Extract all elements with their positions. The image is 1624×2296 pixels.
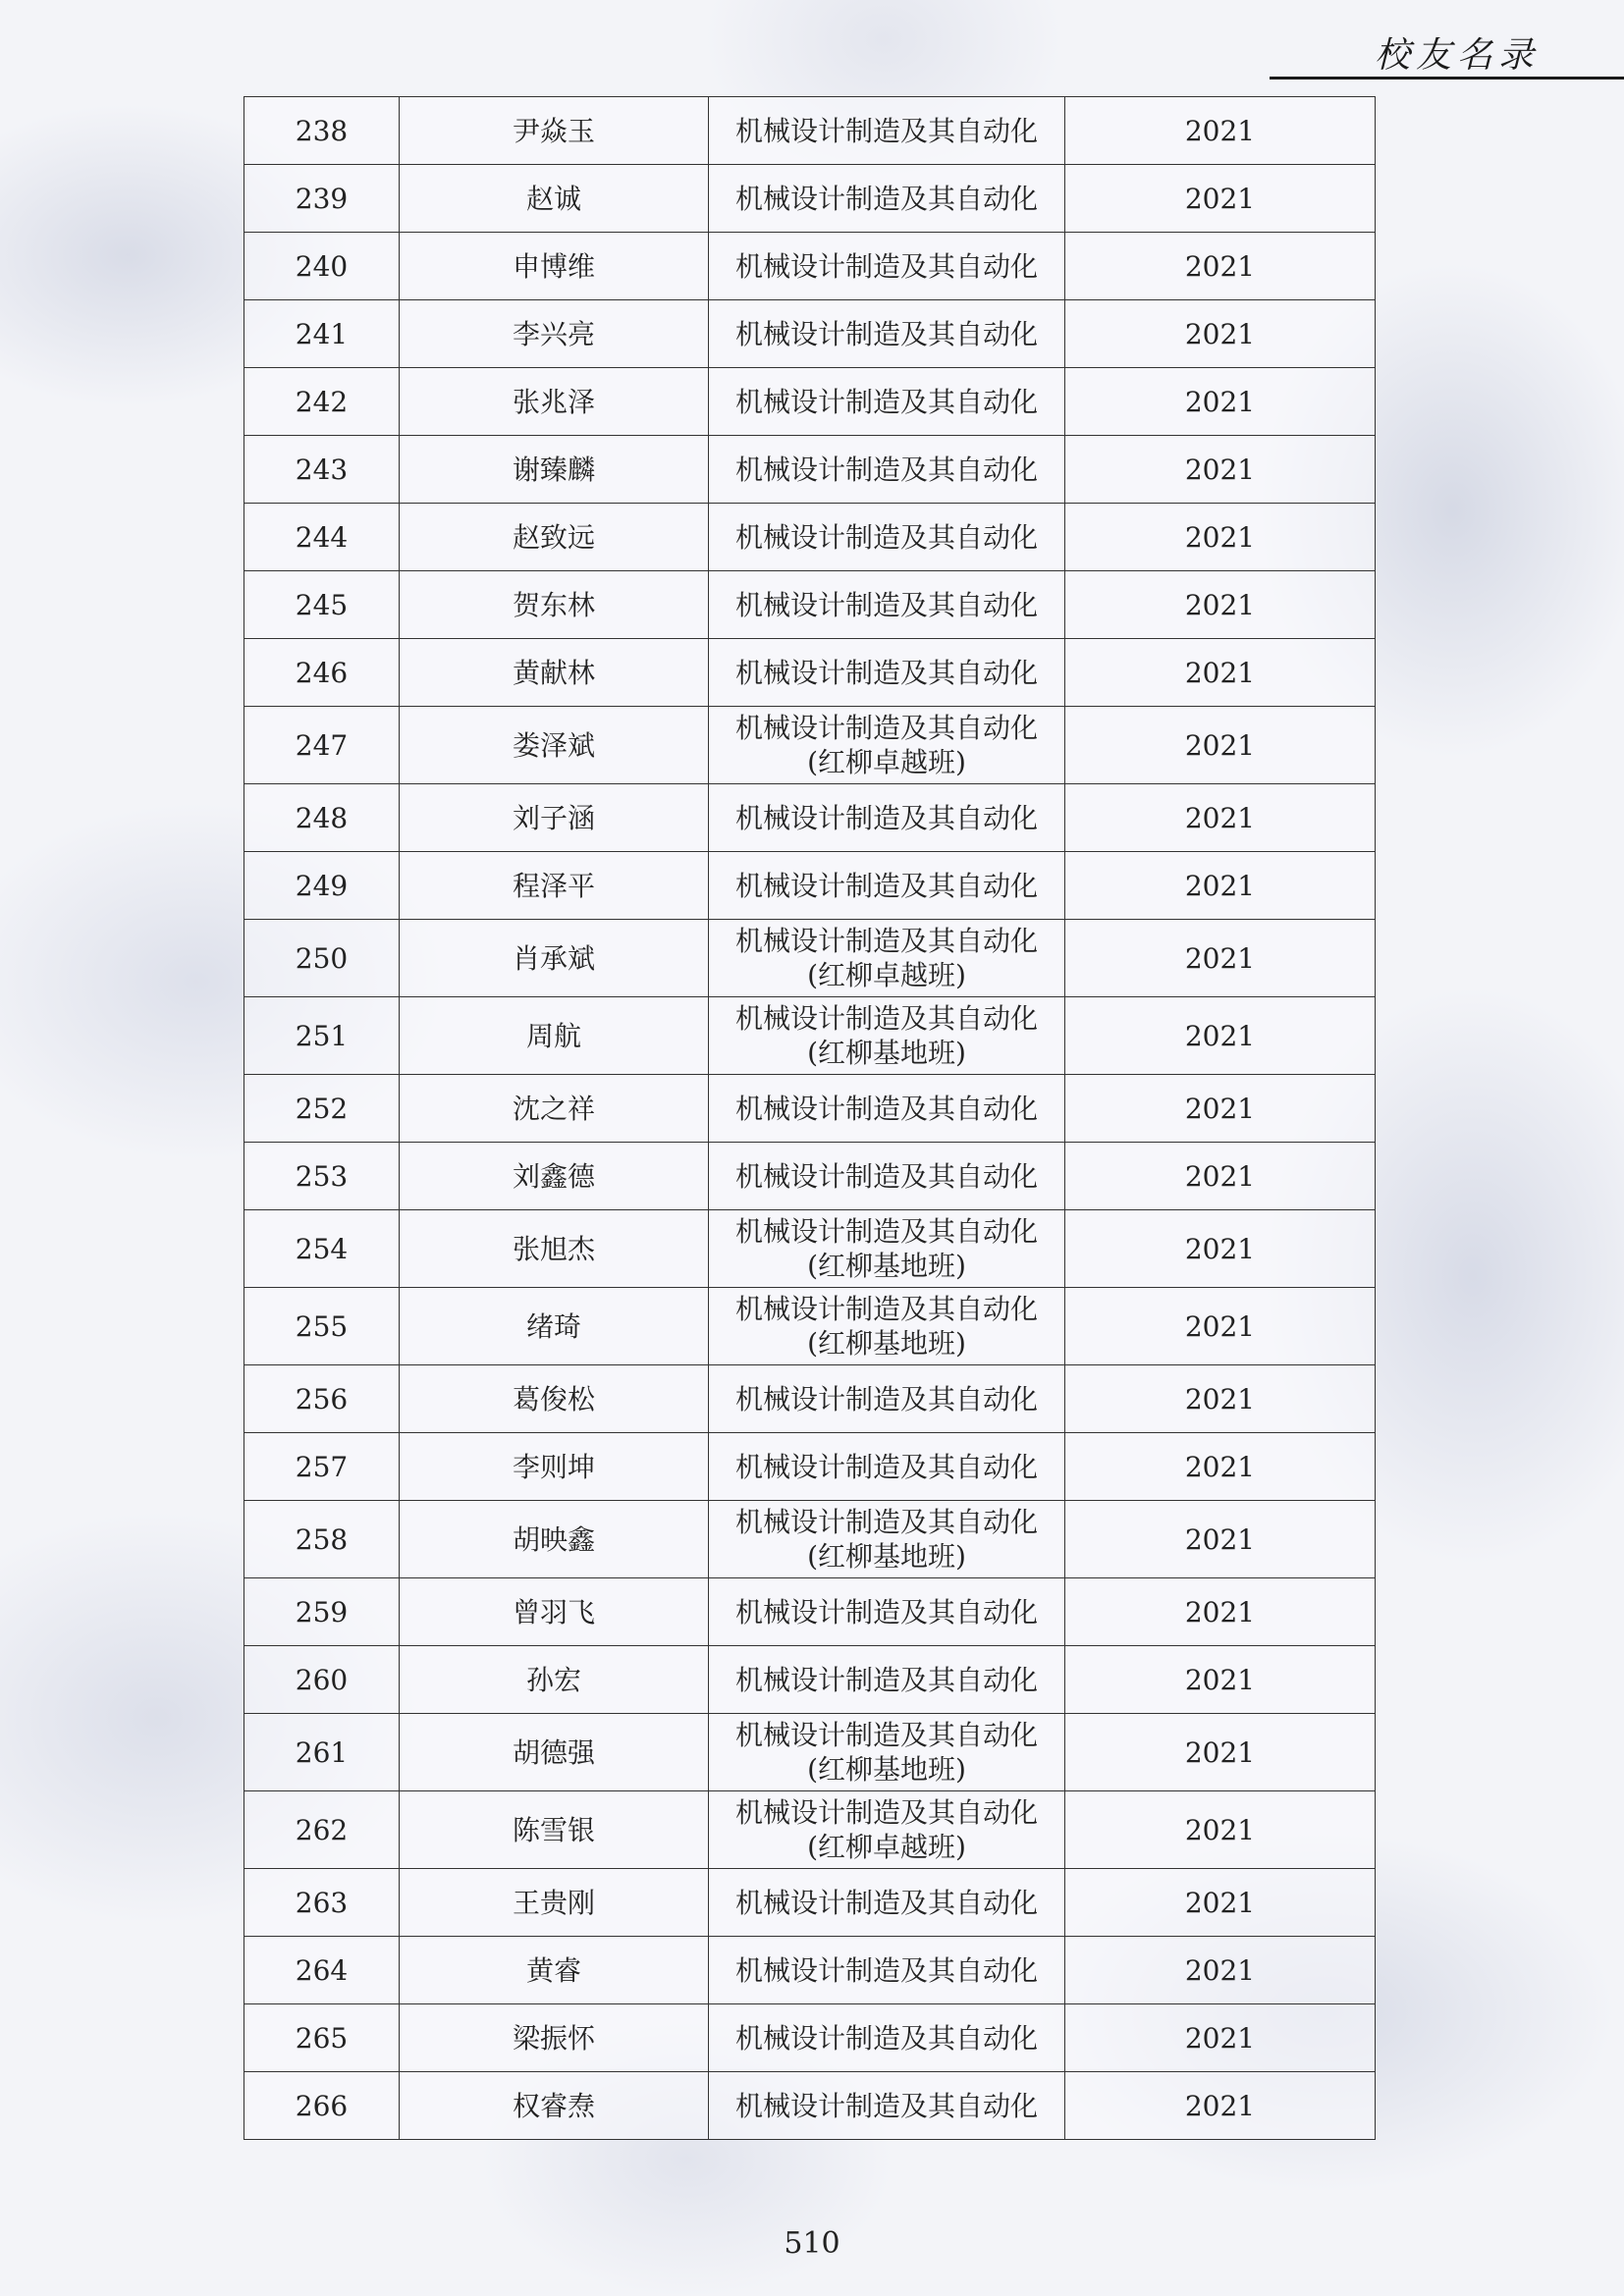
- graduation-year: 2021: [1065, 920, 1376, 997]
- graduation-year: 2021: [1065, 2072, 1376, 2140]
- alumni-name: 曾羽飞: [400, 1578, 709, 1646]
- alumni-name: 赵诚: [400, 165, 709, 233]
- major-name: 机械设计制造及其自动化: [734, 801, 1038, 834]
- table-row: [244, 1646, 1376, 1714]
- graduation-year: 2021: [1065, 2004, 1376, 2072]
- major-cell: [709, 436, 1065, 504]
- major-name: 机械设计制造及其自动化: [734, 1663, 1038, 1696]
- major-name: 机械设计制造及其自动化: [734, 520, 1038, 554]
- alumni-name: 程泽平: [400, 852, 709, 920]
- class-note: (红柳基地班): [807, 1540, 966, 1573]
- table-row: [244, 2004, 1376, 2072]
- row-index: 252: [244, 1075, 400, 1143]
- alumni-name: 王贵刚: [400, 1869, 709, 1937]
- major-cell: [709, 1714, 1065, 1791]
- major-cell: [709, 920, 1065, 997]
- major-cell: [709, 997, 1065, 1075]
- row-index: 261: [244, 1714, 400, 1791]
- class-note: (红柳基地班): [807, 1753, 966, 1786]
- header-rule: [1270, 77, 1624, 80]
- graduation-year: 2021: [1065, 436, 1376, 504]
- major-name: 机械设计制造及其自动化: [734, 1796, 1038, 1829]
- major-name: 机械设计制造及其自动化: [734, 114, 1038, 147]
- row-index: 263: [244, 1869, 400, 1937]
- row-index: 256: [244, 1365, 400, 1433]
- major-name: 机械设计制造及其自动化: [734, 1506, 1038, 1538]
- major-name: 机械设计制造及其自动化: [734, 656, 1038, 689]
- graduation-year: 2021: [1065, 997, 1376, 1075]
- table-row: [244, 97, 1376, 165]
- major-name: 机械设计制造及其自动化: [734, 2021, 1038, 2055]
- graduation-year: 2021: [1065, 233, 1376, 300]
- graduation-year: 2021: [1065, 1433, 1376, 1501]
- major-name: 机械设计制造及其自动化: [734, 182, 1038, 215]
- major-cell: [709, 1869, 1065, 1937]
- alumni-name: 绪琦: [400, 1288, 709, 1365]
- row-index: 257: [244, 1433, 400, 1501]
- major-name: 机械设计制造及其自动化: [734, 1159, 1038, 1193]
- major-cell: [709, 1578, 1065, 1646]
- graduation-year: 2021: [1065, 368, 1376, 436]
- alumni-name: 娄泽斌: [400, 707, 709, 784]
- alumni-name: 赵致远: [400, 504, 709, 571]
- row-index: 243: [244, 436, 400, 504]
- table-row: [244, 1937, 1376, 2004]
- graduation-year: 2021: [1065, 852, 1376, 920]
- major-cell: [709, 165, 1065, 233]
- major-cell: [709, 1075, 1065, 1143]
- table-row: [244, 784, 1376, 852]
- row-index: 247: [244, 707, 400, 784]
- major-name: 机械设计制造及其自动化: [734, 1382, 1038, 1415]
- graduation-year: 2021: [1065, 1143, 1376, 1210]
- graduation-year: 2021: [1065, 300, 1376, 368]
- alumni-name: 权睿焘: [400, 2072, 709, 2140]
- major-cell: [709, 1433, 1065, 1501]
- row-index: 245: [244, 571, 400, 639]
- table-row: [244, 1075, 1376, 1143]
- table-row: [244, 300, 1376, 368]
- row-index: 260: [244, 1646, 400, 1714]
- major-name: 机械设计制造及其自动化: [734, 925, 1038, 957]
- major-name: 机械设计制造及其自动化: [734, 317, 1038, 350]
- major-name: 机械设计制造及其自动化: [734, 249, 1038, 283]
- alumni-name: 葛俊松: [400, 1365, 709, 1433]
- alumni-name: 李兴亮: [400, 300, 709, 368]
- major-cell: [709, 1143, 1065, 1210]
- table-row: [244, 368, 1376, 436]
- major-cell: [709, 1646, 1065, 1714]
- major-name: 机械设计制造及其自动化: [734, 453, 1038, 486]
- major-cell: [709, 233, 1065, 300]
- table-row: [244, 2072, 1376, 2140]
- alumni-table-body: [244, 97, 1376, 2140]
- table-row: [244, 1578, 1376, 1646]
- alumni-name: 张兆泽: [400, 368, 709, 436]
- table-row: [244, 1791, 1376, 1869]
- table-row: [244, 920, 1376, 997]
- graduation-year: 2021: [1065, 1288, 1376, 1365]
- row-index: 250: [244, 920, 400, 997]
- major-name: 机械设计制造及其自动化: [734, 385, 1038, 418]
- alumni-name: 刘子涵: [400, 784, 709, 852]
- alumni-name: 尹焱玉: [400, 97, 709, 165]
- major-cell: [709, 1210, 1065, 1288]
- alumni-name: 刘鑫德: [400, 1143, 709, 1210]
- row-index: 259: [244, 1578, 400, 1646]
- alumni-table: [244, 96, 1376, 2140]
- alumni-name: 贺东林: [400, 571, 709, 639]
- major-cell: [709, 2004, 1065, 2072]
- major-cell: [709, 784, 1065, 852]
- major-cell: [709, 639, 1065, 707]
- alumni-name: 黄睿: [400, 1937, 709, 2004]
- row-index: 248: [244, 784, 400, 852]
- alumni-name: 张旭杰: [400, 1210, 709, 1288]
- major-name: 机械设计制造及其自动化: [734, 1595, 1038, 1629]
- graduation-year: 2021: [1065, 97, 1376, 165]
- major-name: 机械设计制造及其自动化: [734, 1002, 1038, 1035]
- alumni-name: 胡映鑫: [400, 1501, 709, 1578]
- table-row: [244, 1210, 1376, 1288]
- table-row: [244, 1288, 1376, 1365]
- major-cell: [709, 571, 1065, 639]
- major-name: 机械设计制造及其自动化: [734, 588, 1038, 621]
- page-number: 510: [784, 2226, 840, 2261]
- row-index: 251: [244, 997, 400, 1075]
- graduation-year: 2021: [1065, 639, 1376, 707]
- alumni-name: 陈雪银: [400, 1791, 709, 1869]
- row-index: 255: [244, 1288, 400, 1365]
- graduation-year: 2021: [1065, 1646, 1376, 1714]
- major-cell: [709, 97, 1065, 165]
- alumni-name: 申博维: [400, 233, 709, 300]
- table-row: [244, 1433, 1376, 1501]
- row-index: 258: [244, 1501, 400, 1578]
- major-cell: [709, 2072, 1065, 2140]
- graduation-year: 2021: [1065, 1869, 1376, 1937]
- graduation-year: 2021: [1065, 1501, 1376, 1578]
- class-note: (红柳基地班): [807, 1250, 966, 1282]
- row-index: 242: [244, 368, 400, 436]
- major-cell: [709, 1288, 1065, 1365]
- major-name: 机械设计制造及其自动化: [734, 712, 1038, 744]
- graduation-year: 2021: [1065, 1075, 1376, 1143]
- major-name: 机械设计制造及其自动化: [734, 1092, 1038, 1125]
- class-note: (红柳卓越班): [807, 1831, 966, 1863]
- table-row: [244, 436, 1376, 504]
- table-row: [244, 639, 1376, 707]
- row-index: 240: [244, 233, 400, 300]
- graduation-year: 2021: [1065, 1365, 1376, 1433]
- graduation-year: 2021: [1065, 784, 1376, 852]
- alumni-name: 谢臻麟: [400, 436, 709, 504]
- row-index: 238: [244, 97, 400, 165]
- table-row: [244, 997, 1376, 1075]
- major-name: 机械设计制造及其自动化: [734, 1215, 1038, 1248]
- major-cell: [709, 852, 1065, 920]
- row-index: 239: [244, 165, 400, 233]
- major-cell: [709, 1365, 1065, 1433]
- major-cell: [709, 1937, 1065, 2004]
- row-index: 253: [244, 1143, 400, 1210]
- row-index: 264: [244, 1937, 400, 2004]
- graduation-year: 2021: [1065, 504, 1376, 571]
- alumni-name: 沈之祥: [400, 1075, 709, 1143]
- row-index: 244: [244, 504, 400, 571]
- table-row: [244, 1869, 1376, 1937]
- row-index: 262: [244, 1791, 400, 1869]
- table-row: [244, 165, 1376, 233]
- graduation-year: 2021: [1065, 1937, 1376, 2004]
- major-cell: [709, 300, 1065, 368]
- row-index: 249: [244, 852, 400, 920]
- major-name: 机械设计制造及其自动化: [734, 1953, 1038, 1987]
- table-row: [244, 707, 1376, 784]
- alumni-name: 周航: [400, 997, 709, 1075]
- alumni-name: 胡德强: [400, 1714, 709, 1791]
- major-cell: [709, 1501, 1065, 1578]
- row-index: 265: [244, 2004, 400, 2072]
- class-note: (红柳基地班): [807, 1037, 966, 1069]
- table-row: [244, 852, 1376, 920]
- major-name: 机械设计制造及其自动化: [734, 1719, 1038, 1751]
- table-row: [244, 504, 1376, 571]
- row-index: 266: [244, 2072, 400, 2140]
- alumni-name: 李则坤: [400, 1433, 709, 1501]
- row-index: 254: [244, 1210, 400, 1288]
- row-index: 246: [244, 639, 400, 707]
- major-name: 机械设计制造及其自动化: [734, 1886, 1038, 1919]
- graduation-year: 2021: [1065, 1791, 1376, 1869]
- alumni-name: 肖承斌: [400, 920, 709, 997]
- major-cell: [709, 707, 1065, 784]
- class-note: (红柳卓越班): [807, 746, 966, 778]
- class-note: (红柳基地班): [807, 1327, 966, 1360]
- alumni-name: 黄献林: [400, 639, 709, 707]
- major-name: 机械设计制造及其自动化: [734, 1450, 1038, 1483]
- graduation-year: 2021: [1065, 165, 1376, 233]
- major-name: 机械设计制造及其自动化: [734, 869, 1038, 902]
- table-row: [244, 1143, 1376, 1210]
- table-row: [244, 233, 1376, 300]
- table-row: [244, 571, 1376, 639]
- header-title: 校友名录: [1375, 35, 1541, 76]
- table-row: [244, 1501, 1376, 1578]
- table-row: [244, 1365, 1376, 1433]
- major-cell: [709, 368, 1065, 436]
- major-cell: [709, 504, 1065, 571]
- graduation-year: 2021: [1065, 1578, 1376, 1646]
- table-row: [244, 1714, 1376, 1791]
- major-name: 机械设计制造及其自动化: [734, 1293, 1038, 1325]
- graduation-year: 2021: [1065, 1714, 1376, 1791]
- alumni-name: 梁振怀: [400, 2004, 709, 2072]
- major-name: 机械设计制造及其自动化: [734, 2089, 1038, 2122]
- class-note: (红柳卓越班): [807, 959, 966, 991]
- row-index: 241: [244, 300, 400, 368]
- graduation-year: 2021: [1065, 571, 1376, 639]
- major-cell: [709, 1791, 1065, 1869]
- graduation-year: 2021: [1065, 1210, 1376, 1288]
- alumni-name: 孙宏: [400, 1646, 709, 1714]
- graduation-year: 2021: [1065, 707, 1376, 784]
